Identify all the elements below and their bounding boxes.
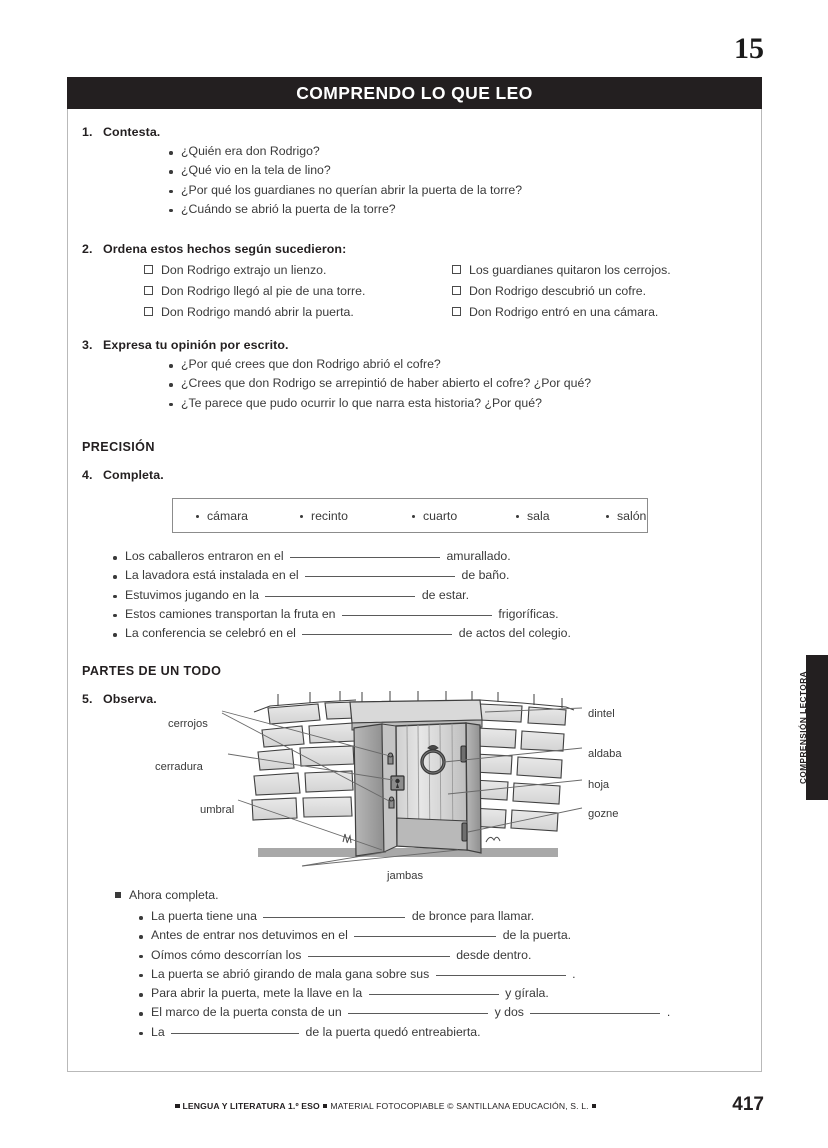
checkbox-icon[interactable] — [144, 307, 153, 316]
checkbox-label: Don Rodrigo extrajo un lienzo. — [161, 263, 327, 277]
checkbox-icon[interactable] — [144, 265, 153, 274]
footer-book-title: LENGUA Y LITERATURA 1.º ESO — [182, 1101, 320, 1111]
checkbox-icon[interactable] — [452, 286, 461, 295]
exercise-3-question-list — [168, 358, 591, 416]
diagram-label-dintel: dintel — [588, 708, 615, 720]
sentence-before: Para abrir la puerta, mete la llave en la — [151, 986, 363, 1001]
sentence-after: desde dentro. — [456, 947, 532, 962]
sentence-after: de la puerta quedó entreabierta. — [305, 1024, 481, 1039]
page-title: COMPRENDO LO QUE LEO — [67, 77, 762, 109]
word-bank-item: salón — [605, 509, 646, 523]
checkbox-label: Don Rodrigo entró en una cámara. — [469, 305, 659, 319]
fill-blank[interactable] — [354, 936, 496, 937]
square-bullet-icon — [175, 1104, 180, 1109]
list-item: ¿Quién era don Rodrigo? — [168, 145, 522, 159]
page-number-top: 15 — [734, 32, 764, 65]
exercise-3-title: Expresa tu opinión por escrito. — [103, 338, 289, 352]
exercise-4-sentence-list — [112, 550, 571, 646]
fill-blank[interactable] — [290, 557, 440, 558]
exercise-3-number: 3. — [82, 338, 93, 352]
section-heading-precision: PRECISIÓN — [82, 440, 155, 454]
diagram-label-umbral: umbral — [200, 804, 235, 816]
diagram-label-gozne: gozne — [588, 808, 619, 820]
sentence-after: y gírala. — [505, 986, 549, 1001]
exercise-5-heading — [82, 690, 157, 708]
list-item — [138, 929, 670, 943]
list-item: ¿Crees que don Rodrigo se arrepintió de haber abierto el cofre? ¿Por qué? — [168, 377, 591, 391]
checkbox-label: Los guardianes quitaron los cerrojos. — [469, 263, 671, 277]
exercise-4-heading — [82, 466, 164, 484]
word-bank-item: recinto — [299, 509, 411, 523]
sentence-after: de bronce para llamar. — [411, 909, 535, 923]
list-item: ¿Cuándo se abrió la puerta de la torre? — [168, 203, 522, 217]
side-tab-label: COMPRENSIÓN LECTORA — [798, 670, 808, 785]
sentence-before: Antes de entrar nos detuvimos en el — [151, 928, 348, 943]
checkbox-row[interactable] — [452, 284, 752, 298]
checkbox-icon[interactable] — [452, 307, 461, 316]
diagram-label-cerrojos: cerrojos — [168, 718, 208, 730]
checkbox-row[interactable] — [144, 305, 444, 319]
diagram-label-jambas: jambas — [387, 870, 424, 882]
list-item — [112, 627, 571, 641]
list-item — [112, 569, 571, 583]
exercise-4-number: 4. — [82, 468, 93, 482]
list-item — [138, 968, 670, 982]
list-item: ¿Por qué los guardianes no querían abrir la puerta de la torre? — [168, 184, 522, 198]
cerradura-lock — [391, 776, 404, 790]
sentence-before: La puerta tiene una — [151, 909, 257, 923]
section-heading-partes: PARTES DE UN TODO — [82, 664, 222, 678]
checkbox-row[interactable] — [452, 263, 752, 277]
fill-blank[interactable] — [265, 596, 415, 597]
sentence-before: La puerta se abrió girando de mala gana sobre sus — [151, 966, 430, 981]
fill-blank[interactable] — [263, 917, 405, 918]
checkbox-icon[interactable] — [144, 286, 153, 295]
list-item — [112, 608, 571, 622]
exercise-5-title: Observa. — [103, 692, 157, 706]
page-number-bottom: 417 — [732, 1094, 764, 1115]
list-item: ¿Qué vio en la tela de lino? — [168, 164, 522, 178]
sentence-after: amurallado. — [446, 549, 511, 563]
door-diagram — [150, 690, 680, 890]
checkbox-row[interactable] — [144, 263, 444, 277]
sentence-after: . — [572, 966, 576, 981]
sentence-before: La lavadora está instalada en el — [125, 568, 299, 583]
checkbox-label: Don Rodrigo descubrió un cofre. — [469, 284, 647, 298]
fill-blank[interactable] — [305, 576, 455, 577]
door-jamb-right — [466, 723, 481, 853]
checkbox-label: Don Rodrigo llegó al pie de una torre. — [161, 284, 366, 298]
ground-strip — [258, 848, 558, 857]
word-bank-item: cámara — [195, 509, 299, 523]
list-item — [138, 1006, 670, 1020]
diagram-label-cerradura: cerradura — [155, 761, 203, 773]
fill-blank[interactable] — [171, 1033, 299, 1034]
list-item — [112, 589, 571, 603]
word-bank — [172, 498, 648, 533]
exercise-5-subtask-heading: Ahora completa. — [114, 888, 828, 902]
exercise-3-heading — [82, 336, 289, 354]
exercise-4-title: Completa. — [103, 468, 164, 482]
fill-blank[interactable] — [342, 615, 492, 616]
sentence-before: Estos camiones transportan la fruta en — [125, 606, 336, 621]
checkbox-icon[interactable] — [452, 265, 461, 274]
door-bottom-panel — [397, 818, 467, 850]
fill-blank[interactable] — [308, 956, 450, 957]
exercise-1-question-list — [168, 145, 522, 222]
sentence-middle: y dos — [494, 1005, 524, 1020]
list-item — [138, 987, 670, 1001]
fill-blank[interactable] — [348, 1013, 488, 1014]
list-item: ¿Por qué crees que don Rodrigo abrió el cofre? — [168, 358, 591, 372]
list-item — [138, 1026, 670, 1040]
checkbox-row[interactable] — [144, 284, 444, 298]
fill-blank[interactable] — [302, 634, 452, 635]
footer-credit — [172, 1101, 599, 1111]
list-item — [138, 949, 670, 963]
list-item — [138, 910, 670, 924]
sentence-before: Los caballeros entraron en el — [125, 549, 284, 563]
fill-blank[interactable] — [436, 975, 566, 976]
exercise-2-number: 2. — [82, 242, 93, 256]
fill-blank[interactable] — [369, 994, 499, 995]
sentence-after: frigoríficas. — [498, 606, 559, 621]
exercise-2-title: Ordena estos hechos según sucedieron: — [103, 242, 347, 256]
diagram-label-aldaba: aldaba — [588, 748, 622, 760]
square-bullet-icon — [592, 1104, 597, 1109]
sentence-before: La — [151, 1024, 165, 1039]
sentence-before: La conferencia se celebró en el — [125, 626, 296, 641]
exercise-2-heading — [82, 240, 346, 258]
exercise-1-number: 1. — [82, 125, 93, 139]
sentence-before: El marco de la puerta consta de un — [151, 1005, 342, 1020]
list-item — [112, 550, 571, 564]
exercise-2-right-column — [452, 263, 752, 326]
fill-blank-secondary[interactable] — [530, 1013, 660, 1014]
sentence-after: . — [666, 1005, 671, 1020]
word-bank-item: cuarto — [411, 509, 515, 523]
list-item: ¿Te parece que pudo ocurrir lo que narra esta historia? ¿Por qué? — [168, 397, 591, 411]
sentence-after: de actos del colegio. — [458, 626, 571, 641]
square-bullet-icon — [323, 1104, 328, 1109]
exercise-2-left-column — [144, 263, 444, 326]
checkbox-label: Don Rodrigo mandó abrir la puerta. — [161, 305, 354, 319]
sentence-after: de baño. — [461, 568, 510, 583]
diagram-label-hoja: hoja — [588, 779, 610, 791]
exercise-1-heading — [82, 123, 160, 141]
sentence-after: de la puerta. — [502, 928, 572, 943]
word-bank-item: sala — [515, 509, 605, 523]
footer-copyright: MATERIAL FOTOCOPIABLE © SANTILLANA EDUCACIÓN, S. L. — [330, 1101, 589, 1111]
exercise-5-sentence-list — [138, 910, 670, 1045]
exercise-5-number: 5. — [82, 692, 93, 706]
checkbox-row[interactable] — [452, 305, 752, 319]
sentence-before: Oímos cómo descorrían los — [151, 947, 302, 962]
sentence-before: Estuvimos jugando en la — [125, 587, 259, 602]
exercise-1-title: Contesta. — [103, 125, 161, 139]
sentence-after: de estar. — [421, 587, 469, 602]
